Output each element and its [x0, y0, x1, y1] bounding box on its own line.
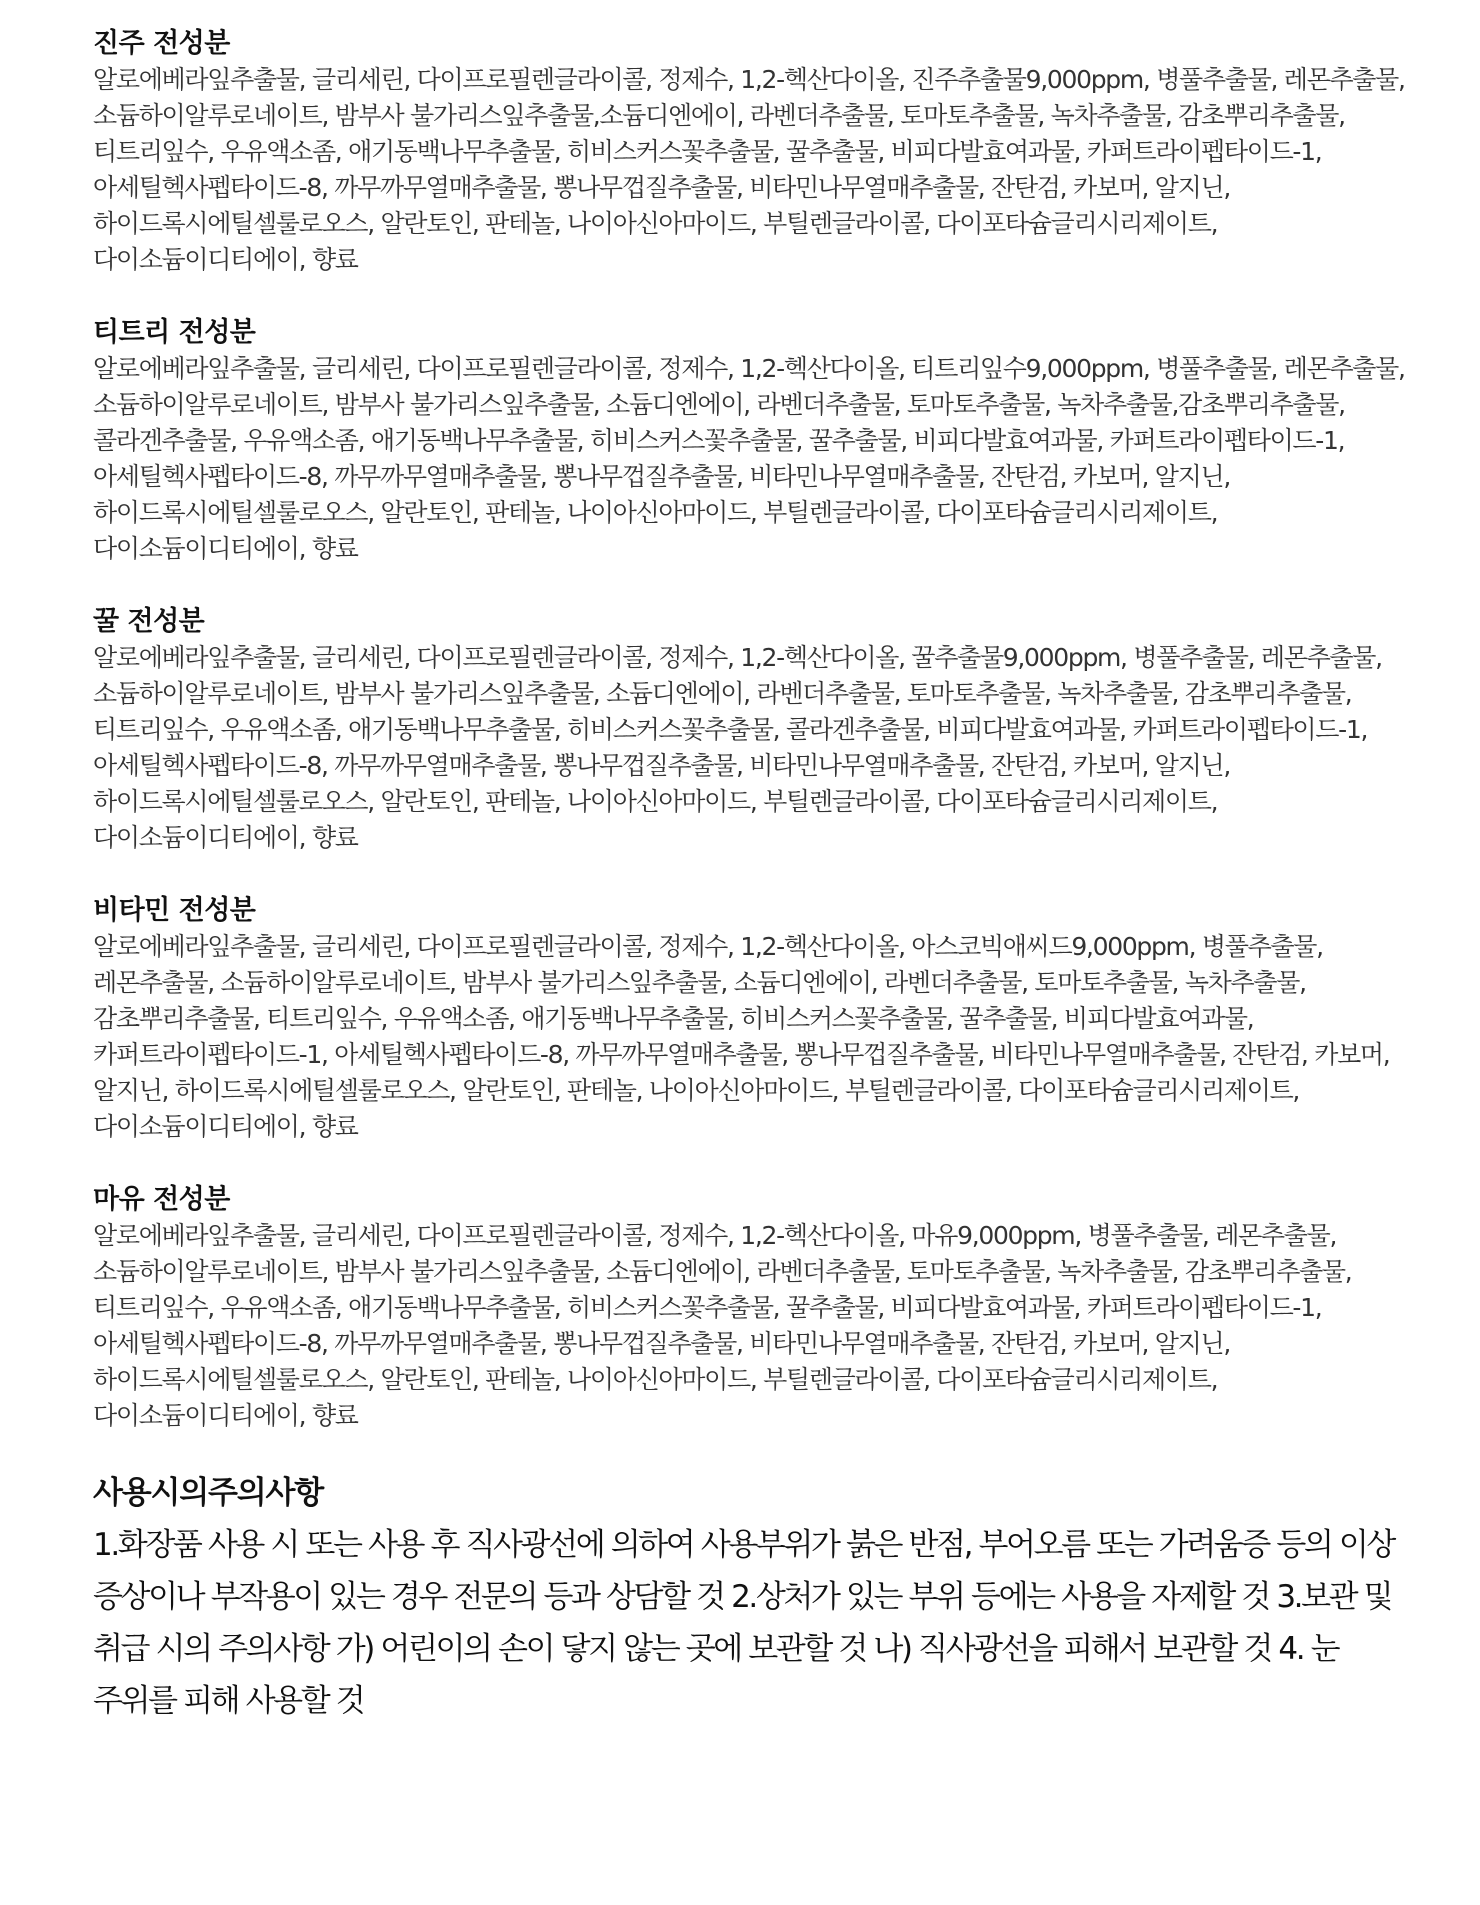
- section-title: 티트리 전성분: [93, 317, 256, 348]
- section-ingredients: 알로에베라잎추출물, 글리세린, 다이프로필렌글라이콜, 정제수, 1,2-헥산다이올, 꿀추출물9,000ppm, 병풀추출물, 레몬추출물, 소듐하이알루로네이트, 밤부사 불가리스잎추출물, 소듐디엔에이, 라벤더추출물, 토마토추출물, 녹차추출물, 감초뿌리추출물, 티트리잎수, 우유액소좀, 애기동백나무추출물, 히비스커스꽃추출물, 콜라겐추출물, 비피다발효여과물, 카퍼트라이펩타이드-1, 아세틸헥사펩타이드-8, 까무까무열매추출물, 뽕나무껍질추출물, 비타민나무열매추출물, 잔탄검, 카보머, 알지닌, 하이드록시에틸셀룰로오스, 알란토인, 판테놀, 나이아신아마이드, 부틸렌글라이콜, 다이포타슘글리시리제이트, 다이소듐이디티에이, 향료: [93, 643, 1382, 852]
- caution-title: 사용시의주의사항: [93, 1475, 323, 1511]
- section-ingredients: 알로에베라잎추출물, 글리세린, 다이프로필렌글라이콜, 정제수, 1,2-헥산다이올, 마유9,000ppm, 병풀추출물, 레몬추출물, 소듐하이알루로네이트, 밤부사 불가리스잎추출물, 소듐디엔에이, 라벤더추출물, 토마토추출물, 녹차추출물, 감초뿌리추출물, 티트리잎수, 우유액소좀, 애기동백나무추출물, 히비스커스꽃추출물, 꿀추출물, 비피다발효여과물, 카퍼트라이펩타이드-1, 아세틸헥사펩타이드-8, 까무까무열매추출물, 뽕나무껍질추출물, 비타민나무열매추출물, 잔탄검, 카보머, 알지닌, 하이드록시에틸셀룰로오스, 알란토인, 판테놀, 나이아신아마이드, 부틸렌글라이콜, 다이포타슘글리시리제이트, 다이소듐이디티에이, 향료: [93, 1221, 1352, 1430]
- section-title: 꿀 전성분: [93, 606, 205, 637]
- section-title: 비타민 전성분: [93, 895, 256, 926]
- section-horse-oil: [93, 1182, 1430, 1434]
- section-tea-tree: [93, 315, 1430, 567]
- caution-section: [93, 1471, 1430, 1727]
- section-ingredients: 알로에베라잎추출물, 글리세린, 다이프로필렌글라이콜, 정제수, 1,2-헥산다이올, 티트리잎수9,000ppm, 병풀추출물, 레몬추출물, 소듐하이알루로네이트, 밤부사 불가리스잎추출물, 소듐디엔에이, 라벤더추출물, 토마토추출물, 녹차추출물,감초뿌리추출물, 콜라겐추출물, 우유액소좀, 애기동백나무추출물, 히비스커스꽃추출물, 꿀추출물, 비피다발효여과물, 카퍼트라이펩타이드-1, 아세틸헥사펩타이드-8, 까무까무열매추출물, 뽕나무껍질추출물, 비타민나무열매추출물, 잔탄검, 카보머, 알지닌, 하이드록시에틸셀룰로오스, 알란토인, 판테놀, 나이아신아마이드, 부틸렌글라이콜, 다이포타슘글리시리제이트, 다이소듐이디티에이, 향료: [93, 354, 1405, 563]
- section-title: 마유 전성분: [93, 1184, 230, 1215]
- caution-body: 1.화장품 사용 시 또는 사용 후 직사광선에 의하여 사용부위가 붉은 반점, 부어오름 또는 가려움증 등의 이상 증상이나 부작용이 있는 경우 전문의 등과 상담할 것 2.상처가 있는 부위 등에는 사용을 자제할 것 3.보관 및 취급 시의 주의사항 가) 어린이의 손이 닿지 않는 곳에 보관할 것 나) 직사광선을 피해서 보관할 것 4. 눈 주위를 피해 사용할 것: [93, 1527, 1394, 1719]
- section-ingredients: 알로에베라잎추출물, 글리세린, 다이프로필렌글라이콜, 정제수, 1,2-헥산다이올, 진주추출물9,000ppm, 병풀추출물, 레몬추출물, 소듐하이알루로네이트, 밤부사 불가리스잎추출물,소듐디엔에이, 라벤더추출물, 토마토추출물, 녹차추출물, 감초뿌리추출물, 티트리잎수, 우유액소좀, 애기동백나무추출물, 히비스커스꽃추출물, 꿀추출물, 비피다발효여과물, 카퍼트라이펩타이드-1, 아세틸헥사펩타이드-8, 까무까무열매추출물, 뽕나무껍질추출물, 비타민나무열매추출물, 잔탄검, 카보머, 알지닌, 하이드록시에틸셀룰로오스, 알란토인, 판테놀, 나이아신아마이드, 부틸렌글라이콜, 다이포타슘글리시리제이트, 다이소듐이디티에이, 향료: [93, 65, 1405, 274]
- section-ingredients: 알로에베라잎추출물, 글리세린, 다이프로필렌글라이콜, 정제수, 1,2-헥산다이올, 아스코빅애씨드9,000ppm, 병풀추출물, 레몬추출물, 소듐하이알루로네이트, 밤부사 불가리스잎추출물, 소듐디엔에이, 라벤더추출물, 토마토추출물, 녹차추출물, 감초뿌리추출물, 티트리잎수, 우유액소좀, 애기동백나무추출물, 히비스커스꽃추출물, 꿀추출물, 비피다발효여과물, 카퍼트라이펩타이드-1, 아세틸헥사펩타이드-8, 까무까무열매추출물, 뽕나무껍질추출물, 비타민나무열매추출물, 잔탄검, 카보머, 알지닌, 하이드록시에틸셀룰로오스, 알란토인, 판테놀, 나이아신아마이드, 부틸렌글라이콜, 다이포타슘글리시리제이트, 다이소듐이디티에이, 향료: [93, 932, 1390, 1141]
- section-honey: [93, 604, 1430, 856]
- section-vitamin: [93, 893, 1430, 1145]
- section-title: 진주 전성분: [93, 28, 230, 59]
- section-pearl: [93, 26, 1430, 278]
